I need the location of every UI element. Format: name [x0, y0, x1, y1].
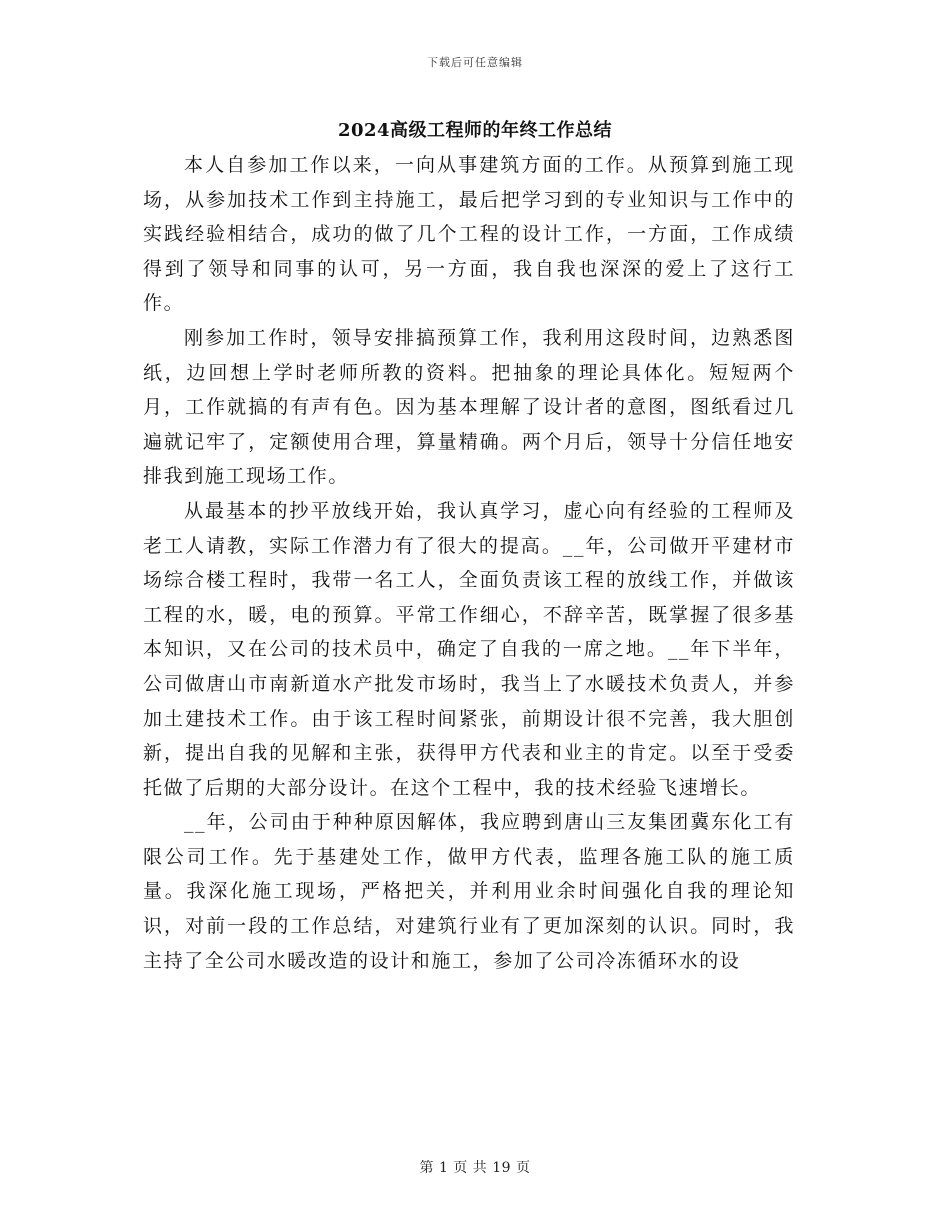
paragraph-2: 刚参加工作时，领导安排搞预算工作，我利用这段时间，边熟悉图纸，边回想上学时老师所教的资料。把抽象的理论具体化。短短两个月，工作就搞的有声有色。因为基本理解了设计者的意图，图纸看过几遍就记牢了，定额使用合理，算量精确。两个月后，领导十分信任地安排我到施工现场工作。	[143, 326, 795, 488]
page-footer: 第 1 页 共 19 页	[419, 1160, 531, 1176]
document-title: 2024高级工程师的年终工作总结	[337, 120, 613, 141]
document-body	[143, 148, 795, 978]
paragraph-1: 本人自参加工作以来，一向从事建筑方面的工作。从预算到施工现场，从参加技术工作到主持施工，最后把学习到的专业知识与工作中的实践经验相结合，成功的做了几个工程的设计工作，一方面，工作成绩得到了领导和同事的认可，另一方面，我自我也深深的爱上了这行工作。	[143, 154, 795, 315]
header-note: 下载后可任意编辑	[427, 56, 523, 69]
paragraph-3: 从最基本的抄平放线开始，我认真学习，虚心向有经验的工程师及老工人请教，实际工作潜力有了很大的提高。__年，公司做开平建材市场综合楼工程时，我带一名工人，全面负责该工程的放线工作，并做该工程的水，暖，电的预算。平常工作细心，不辞辛苦，既掌握了很多基本知识，又在公司的技术员中，确定了自我的一席之地。__年下半年，公司做唐山市南新道水产批发市场时，我当上了水暖技术负责人，并参加土建技术工作。由于该工程时间紧张，前期设计很不完善，我大胆创新，提出自我的见解和主张，获得甲方代表和业主的肯定。以至于受委托做了后期的大部分设计。在这个工程中，我的技术经验飞速增长。	[143, 499, 795, 799]
paragraph-4: __年，公司由于种种原因解体，我应聘到唐山三友集团冀东化工有限公司工作。先于基建处工作，做甲方代表，监理各施工队的施工质量。我深化施工现场，严格把关，并利用业余时间强化自我的理论知识，对前一段的工作总结，对建筑行业有了更加深刻的认识。同时，我主持了全公司水暖改造的设计和施工，参加了公司冷冻循环水的设	[143, 811, 795, 972]
